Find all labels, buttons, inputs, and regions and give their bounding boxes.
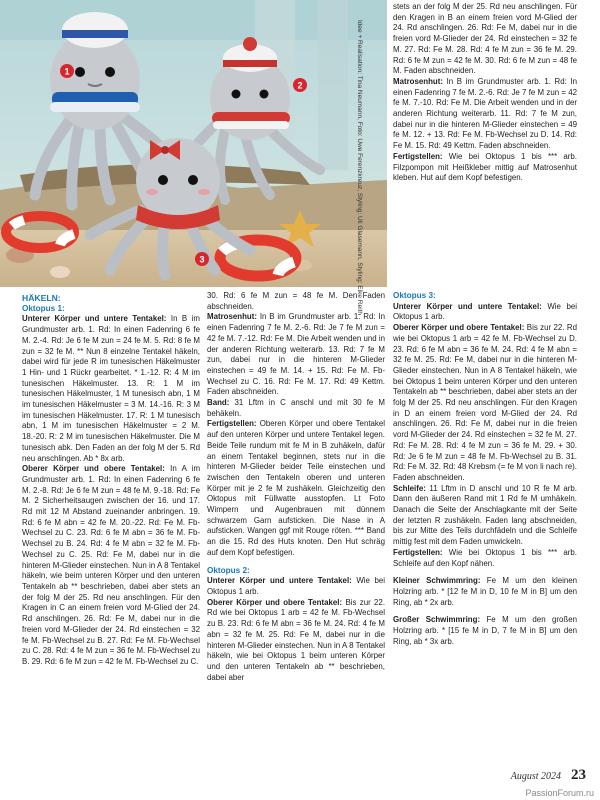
subheading-octopus-3: Oktopus 3:	[393, 291, 436, 300]
column-3-top	[393, 2, 577, 184]
badge-2	[293, 78, 307, 92]
watermark: PassionForum.ru	[525, 788, 594, 798]
badge-1	[60, 64, 74, 78]
paragraph: Kleiner Schwimmring: Fe M um den kleinen Holzring arb. * [12 fe M in D, 10 fe M in B] um den Ring, ab * 2x arb.	[393, 576, 578, 607]
column-2	[207, 291, 385, 683]
column-1	[22, 291, 200, 668]
paragraph: Matrosenhut: In B im Grundmuster arb. 1. Rd: In einen Fadenring 7 fe M. 2.-6. Rd: Je 7 fe M zun = 42 fe M. 7.-12. Rd: Fe M. Die Arbeit wenden und in der anderen Richtung weiterarb. 13. Rd: 7 fe M zun, dabei nur in die hinteren M-Glieder einstechen = 49 fe M. 14. + 15. Rd: Fe M. Fb-Wechsel zu C. 16. Rd: Fe M. 17. Rd: 49 Kettm. Faden abschneiden.	[207, 312, 385, 397]
paragraph: Fertigstellen: Oberen Körper und obere Tentakel auf den unteren Körper und untere Tentakel legen. Beide Teile rundum mit fe M in B zuhäkeln, dafür an einem Tentakel beginnen, stets nur in die hinteren M-Glieder beider Teile einstechen und zwischen den Tentakeln oberen und unteren Körper mit je 2 fe M zushäkeln. Gleichzeitig den Oktopus mit Füllwatte ausstopfen. Lt Foto Wimpern und Augenbrauen mit dünnem schwarzem Garn aufsticken. Die Nase in A aufsticken. Wangen ggf mit Rouge röten. *** Band an die 15. Rd des Huts knoten. Den Hut schräg auf dem Kopf befestigen.	[207, 419, 385, 557]
section-heading: HÄKELN:	[22, 293, 61, 303]
column-3	[393, 291, 577, 648]
paragraph: Oberer Körper und obere Tentakel: Bis zur 22. Rd wie bei Oktopus 1 arb = 42 fe M. Fb-Wechsel zu D. 23. Rd: 6 fe M abn = 36 fe M. 24. Rd: 4 fe M abn = 32 fe M. 25. Rd: Fe M, dabei nur in die hinteren M-Glieder einstechen. Nun in A 8 Tentakel häkeln, wie bei Oktopus 1 beim unteren Körper und den unteren Tentakeln ab ** beschrieben, dabei aber stets an der folg M der 25. Rd neu anschlingen. Für den Kragen in D an einem freien vord M-Glied der 24. Rd anschlingen. 26. Rd: Fe M, dabei nur in die freien vord M-Glieder der 24. Rd einstechen = 32 fe M. 27. Rd: Fe M. 28. Rd: 4 fe M zun = 36 fe M. 29. + 30. Rd: Je 6 fe M zun = 48 fe M. Fb-Wechsel zu B. 31. Rd: Fe M. 32. Rd: 48 Krebsm (= fe M von li nach re). Faden abschneiden.	[393, 323, 578, 482]
svg-text:3: 3	[199, 254, 205, 265]
subheading-octopus-2: Oktopus 2:	[207, 565, 250, 575]
paragraph: Oberer Körper und obere Tentakel: In A im Grundmuster arb. 1. Rd: In einen Fadenring 6 fe M. 2.-8. Rd: Je 6 fe M zun = 48 fe M. 9.-18. Rd: Fe M. 2 Sicherheitsaugen zwischen der 16. und 17. Rd mit 12 M Abstand zueinander anbringen. 19. Rd: 6 fe M abn = 42 fe M. 20.-22. Rd: Fe M. Fb-Wechsel zu C. 23. Rd: 6 fe M abn = 36 fe M. Fb-Wechsel zu B. 24. Rd: 4 fe M abn = 32 fe M. Fb-Wechsel zu C. 25. Rd: Fe M, dabei nur in die hinteren M-Glieder einstechen. Nun in A 8 Tentakel häkeln, wie beim unteren Körper und den unteren Tentakeln ab ** beschrieben, dabei aber stets an der folg M der 25. Rd neu anschlingen. Für den Kragen in C an einem freien vord M-Glied der 24. Rd anschlingen. 26. Rd: Fe M, dabei nur in die freien vord M-Glieder der 24. Rd einstechen = 32 fe M. Fb-Wechsel zu B. 27. Rd: Fe M. Fb-Wechsel zu C. 28. Rd: 4 fe M zun = 36 fe M. Fb-Wechsel zu B. 29. Rd: 6 fe M zun = 42 fe M. Fb-Wechsel zu C.	[22, 464, 201, 666]
paragraph: Großer Schwimmring: Fe M um den großen Holzring arb. * [15 fe M in D, 7 fe M in B] um den Ring, ab * 3x arb.	[393, 615, 577, 646]
paragraph: stets an der folg M der 25. Rd neu anschlingen. Für den Kragen in B an einem freien vord M-Glied der 24. Rd anschlingen. 26. Rd: Fe M, dabei nur in die freien vord M-Glieder der 24. Rd einstechen = 32 fe M. 27. Rd: Fe M. 28. Rd: 4 fe M zun = 36 fe M. 29. Rd: 6 fe M zun = 42 fe M. 30. Rd: 6 fe M zun = 48 fe M. Faden abschneiden.	[393, 2, 577, 76]
badge-3	[195, 252, 209, 266]
paragraph: Unterer Körper und untere Tentakel: Wie bei Oktopus 1 arb.	[207, 576, 385, 596]
svg-text:2: 2	[297, 80, 303, 91]
paragraph: Unterer Körper und untere Tentakel: Wie bei Oktopus 1 arb.	[393, 301, 577, 322]
paragraph: Schleife: 11 Lftm in D anschl und 10 R fe M arb. Dann den äußeren Rand mit 1 Rd fe M umhäkeln. Danach die Seite der Anschlagkante mit der Seite der letzten R zushäkeln. Faden lang abschneiden, bis zur Mitte des Teils durchfädeln und die Schleife mittig fest mit dem Faden umwickeln.	[393, 483, 577, 547]
paragraph: 30. Rd: 6 fe M zun = 48 fe M. Den Faden abschneiden.	[207, 291, 385, 311]
page-footer	[511, 766, 586, 784]
paragraph: Oberer Körper und obere Tentakel: Bis zur 22. Rd wie bei Oktopus 1 arb = 42 fe M. Fb-Wechsel zu B. 23. Rd: 6 fe M abn = 36 fe M. 24. Rd: 4 fe M abn = 32 fe M. 25. Rd: Fe M, dabei nur in die hinteren M-Glieder einstechen. Nun in A 8 Tentakel häkeln, wie bei Oktopus 1 beim unteren Körper und den unteren Tentakeln ab ** beschrieben, dabei aber	[207, 597, 386, 682]
svg-text:1: 1	[64, 66, 70, 77]
paragraph: Band: 31 Lftm in C anschl und mit 30 fe M behäkeln.	[207, 398, 385, 418]
issue-date: August 2024	[510, 771, 561, 782]
paragraph: Unterer Körper und untere Tentakel: In B im Grundmuster arb. 1. Rd: In einen Fadenring 6 fe M. 2.-4. Rd: Je 6 fe M zun = 24 fe M. 5. Rd: 8 fe M zun = 32 fe M. ** Nun 8 einzelne Tentakel häkeln, dabei wird für jede R im tunesischen Häkelmuster 1 Hin- und 1 Rückr gearbeitet. * 1.-12. R: 4 M im tunesischen Häkelmuster. 13. R: 1 M im tunesischen Häkelmuster, 1 M tunesisch abn, 1 M im tunesischen Häkelmuster = 3 M. 14.-16. R: 3 M im tunesischen Häkelmuster. 17. R: 1 M tunesisch abn, 1 M im tunesischen Häkelmuster = 2 M. 18.-20. R: 2 M im tunesischen Häkelmuster. Die M tunesisch abk. Den Faden an der folg M der 5. Rd neu anschlingen. Ab * 8x arb.	[22, 314, 200, 463]
paragraph: Matrosenhut: In B im Grundmuster arb. 1. Rd: In einen Fadenring 7 fe M. 2.-6. Rd: Je 7 fe M zun = 42 fe M. 7.-10. Rd: Fe M. Die Arbeit wenden und in der anderen Richtung weiterarb. 11. Rd: 7 fe M zun, dabei nur in die hinteren M-Glieder einstechen = 49 fe M. 12. + 13. Rd: Fe M. Fb-Wechsel zu D. 14. Rd: Fe M. 15. Rd: 49 Kettm. Faden abschneiden.	[393, 76, 577, 151]
page-number: 23	[571, 767, 586, 783]
subheading-octopus-1: Oktopus 1:	[22, 303, 65, 313]
paragraph: Fertigstellen: Wie bei Oktopus 1 bis *** arb. Filzpompon mit Heißkleber mittig auf Matrosenhut kleben. Hut auf dem Kopf befestigen.	[393, 151, 577, 183]
paragraph: Fertigstellen: Wie bei Oktopus 1 bis *** arb. Schleife auf den Kopf nähen.	[393, 547, 577, 568]
photo-credit: Idee + Realisation: Tina Neumann, Foto: Uwe Ferenzkreuz, Styling: Uli Glasemann, Styling: Elke Reith	[356, 20, 363, 315]
